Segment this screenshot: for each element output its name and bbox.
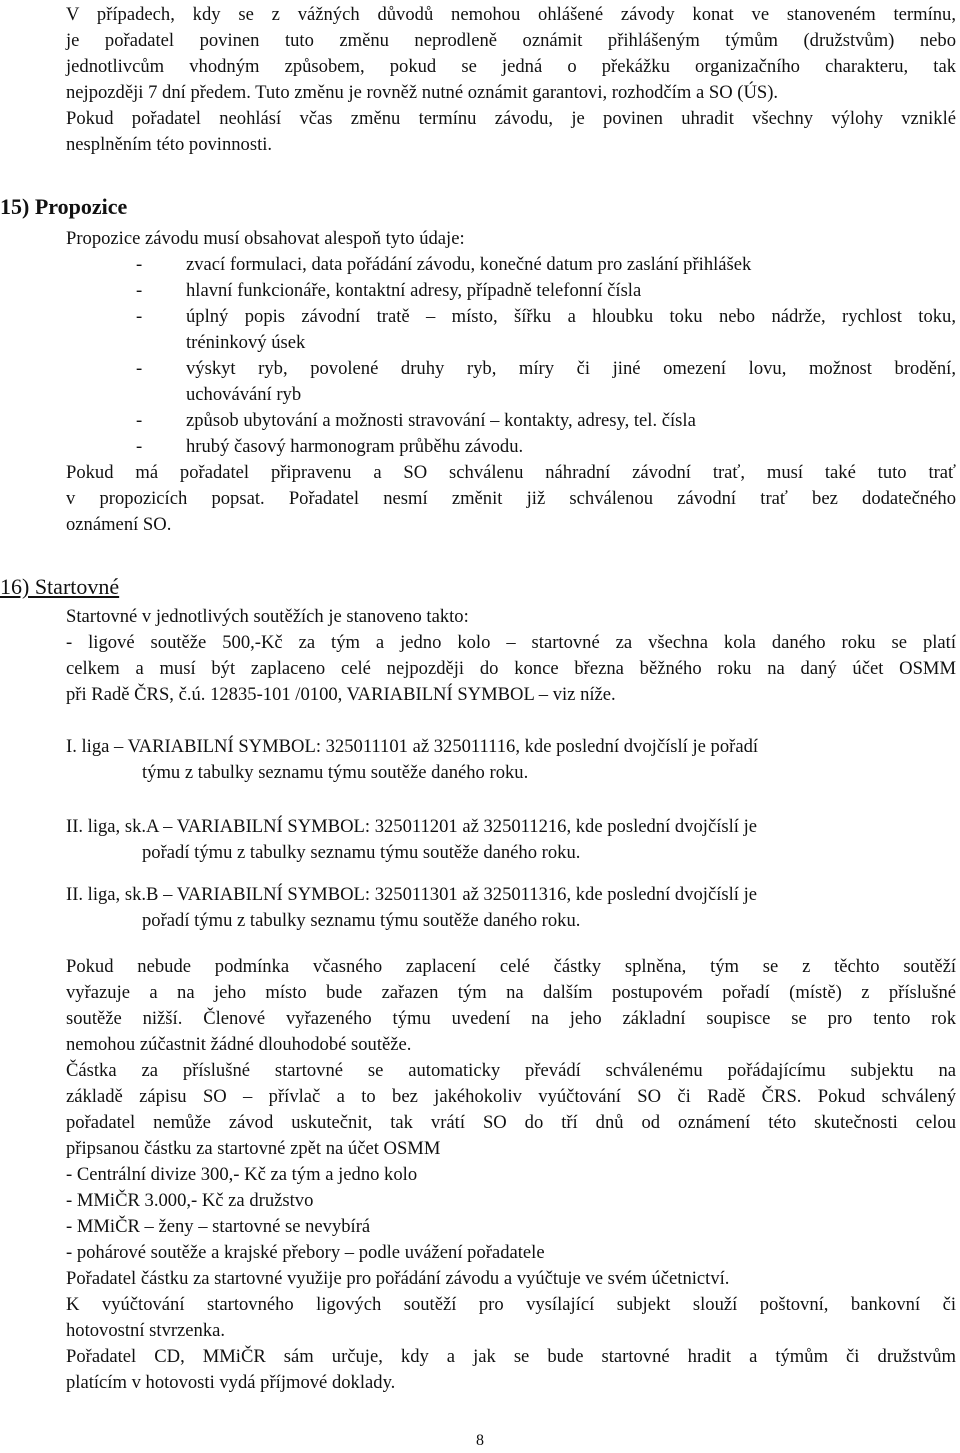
startovne-line: Startovné v jednotlivých soutěžích je stanoveno takto: — [66, 606, 469, 627]
startovne-para-line: Pořadatel částku za startovné využije pro pořádání závodu a vyúčtuje ve svém účetnictví. — [66, 1268, 730, 1289]
startovne-para-line: Částka za příslušné startovné se automaticky převádí schválenému pořádajícímu subjektu na — [66, 1060, 956, 1081]
list-dash: - — [136, 410, 143, 431]
list-item: hrubý časový harmonogram průběhu závodu. — [186, 436, 524, 457]
intro-line: nesplněním této povinnosti. — [66, 134, 273, 155]
intro-line: jednotlivcům vhodným způsobem, pokud se jedná o překážku organizačního charakteru, tak — [66, 56, 956, 77]
startovne-para-line: Pokud nebude podmínka včasného zaplacení celé částky splněna, tým se z těchto soutěží — [66, 956, 956, 977]
startovne-para-line: nemohou zúčastnit žádné dlouhodobé soutěže. — [66, 1034, 412, 1055]
list-item: hlavní funkcionáře, kontaktní adresy, případně telefonní čísla — [186, 280, 642, 301]
startovne-para-line: platícím v hotovosti vydá příjmové doklady. — [66, 1372, 396, 1393]
propozice-tail-line: oznámení SO. — [66, 514, 172, 535]
startovne-para-line: připsanou částku za startovné zpět na účet OSMM — [66, 1138, 441, 1159]
list-dash: - — [136, 436, 143, 457]
startovne-para-line: K vyúčtování startovného ligových soutěží pro vysílající subjekt slouží poštovní, bankovní či — [66, 1294, 956, 1315]
list-dash: - — [136, 254, 143, 275]
list-dash: - — [136, 358, 143, 379]
variable-symbol-line: II. liga, sk.B – VARIABILNÍ SYMBOL: 325011301 až 325011316, kde poslední dvojčíslí je — [66, 884, 758, 905]
startovne-para-line: - MMiČR 3.000,- Kč za družstvo — [66, 1190, 314, 1211]
startovne-para-line: - MMiČR – ženy – startovné se nevybírá — [66, 1216, 371, 1237]
propozice-tail-line: Pokud má pořadatel připravenu a SO schválenu náhradní závodní trať, musí také tuto trať — [66, 462, 956, 483]
intro-line: V případech, kdy se z vážných důvodů nemohou ohlášené závody konat ve stanoveném termínu, — [66, 4, 956, 25]
intro-line: Pokud pořadatel neohlásí včas změnu termínu závodu, je povinen uhradit všechny výlohy vzniklé — [66, 108, 956, 129]
startovne-line: - ligové soutěže 500,-Kč za tým a jedno kolo – startovné za všechna kola daného roku se platí — [66, 632, 956, 653]
startovne-para-line: - Centrální divize 300,- Kč za tým a jedno kolo — [66, 1164, 418, 1185]
list-dash: - — [136, 280, 143, 301]
page-number: 8 — [476, 1432, 484, 1449]
section-heading-propozice: 15) Propozice — [0, 194, 128, 219]
variable-symbol-line: pořadí týmu z tabulky seznamu týmu soutěže daného roku. — [142, 910, 581, 931]
variable-symbol-line: pořadí týmu z tabulky seznamu týmu soutěže daného roku. — [142, 842, 581, 863]
startovne-line: celkem a musí být zaplaceno celé nejpozději do konce března běžného roku na daný účet OSMM — [66, 658, 956, 679]
list-dash: - — [136, 306, 143, 327]
list-item: způsob ubytování a možnosti stravování – kontakty, adresy, tel. čísla — [186, 410, 696, 431]
propozice-tail-line: v propozicích popsat. Pořadatel nesmí změnit již schválenou závodní trať bez dodatečného — [66, 488, 956, 509]
startovne-para-line: - pohárové soutěže a krajské přebory – podle uvážení pořadatele — [66, 1242, 545, 1263]
startovne-para-line: vyřazuje a na jeho místo bude zařazen tým na dalším postupovém pořadí (místě) z příslušné — [66, 982, 956, 1003]
list-item: zvací formulaci, data pořádání závodu, konečné datum pro zaslání přihlášek — [186, 254, 752, 275]
variable-symbol-line: II. liga, sk.A – VARIABILNÍ SYMBOL: 325011201 až 325011216, kde poslední dvojčíslí je — [66, 816, 758, 837]
list-item: úplný popis závodní tratě – místo, šířku a hloubku toku nebo nádrže, rychlost toku, — [186, 306, 956, 327]
list-item: uchovávání ryb — [186, 384, 302, 405]
startovne-para-line: hotovostní stvrzenka. — [66, 1320, 226, 1341]
list-item: tréninkový úsek — [186, 332, 306, 353]
startovne-para-line: základě zápisu SO – přívlač a to bez jakéhokoliv vyúčtování SO či Radě ČRS. Pokud schválený — [66, 1086, 956, 1107]
intro-line: nejpozději 7 dní předem. Tuto změnu je rovněž nutné oznámit garantovi, rozhodčím a SO (ÚS). — [66, 82, 779, 103]
startovne-para-line: soutěže nižší. Členové vyřazeného týmu uvedení na jeho základní soupisce se pro tento rok — [66, 1008, 956, 1029]
variable-symbol-line: týmu z tabulky seznamu týmu soutěže daného roku. — [142, 762, 529, 783]
startovne-para-line: Pořadatel CD, MMiČR sám určuje, kdy a jak se bude startovné hradit a týmům či družstvům — [66, 1346, 956, 1367]
startovne-para-line: pořadatel nemůže závod uskutečnit, tak vrátí SO do tří dnů od oznámení této skutečnosti celou — [66, 1112, 956, 1133]
variable-symbol-line: I. liga – VARIABILNÍ SYMBOL: 325011101 až 325011116, kde poslední dvojčíslí je pořadí — [66, 736, 759, 757]
section-heading-startovne: 16) Startovné — [0, 574, 120, 599]
propozice-lead: Propozice závodu musí obsahovat alespoň tyto údaje: — [66, 228, 465, 249]
list-item: výskyt ryb, povolené druhy ryb, míry či jiné omezení lovu, možnost brodění, — [186, 358, 956, 379]
intro-line: je pořadatel povinen tuto změnu neprodleně oznámit přihlášeným týmům (družstvům) nebo — [66, 30, 956, 51]
startovne-line: při Radě ČRS, č.ú. 12835-101 /0100, VARIABILNÍ SYMBOL – viz níže. — [66, 684, 616, 705]
